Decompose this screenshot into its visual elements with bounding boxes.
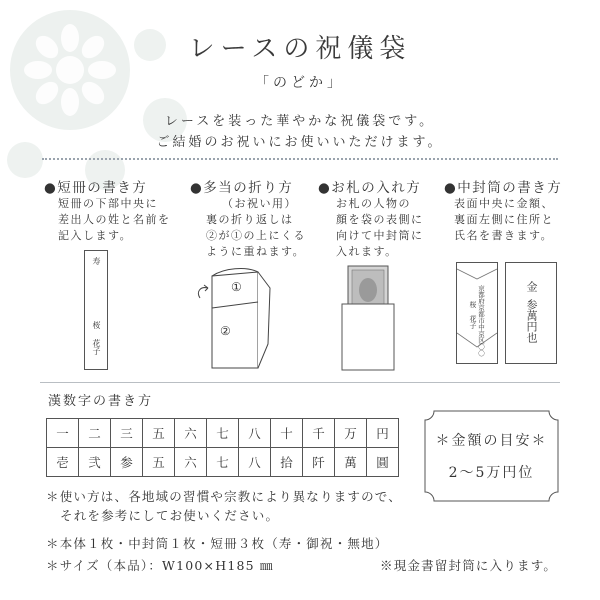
kansuji-cell: 七 [207, 419, 239, 448]
kansuji-cell: 千 [303, 419, 335, 448]
kansuji-cell: 七 [207, 448, 239, 477]
fold-illustration [190, 258, 280, 373]
note-contents: ＊本体１枚・中封筒１枚・短冊３枚（寿・御祝・無地） [46, 536, 389, 551]
kansuji-cell: 萬 [335, 448, 367, 477]
kansuji-cell: 八 [239, 419, 271, 448]
kansuji-cell: 三 [111, 419, 143, 448]
kansuji-cell: 円 [367, 419, 399, 448]
fold-label-1: ① [231, 280, 242, 294]
kansuji-cell: 八 [239, 448, 271, 477]
note-registered-mail: ※現金書留封筒に入ります。 [380, 558, 558, 573]
note-usage-1: ＊使い方は、各地域の習慣や宗教により異なりますので、 [46, 489, 402, 504]
inner-envelope-front [505, 262, 557, 364]
section-title-envelope: ●中封筒の書き方 [444, 180, 563, 196]
section-title-tanzaku: ●短冊の書き方 [44, 180, 148, 196]
amount-guide-frame [424, 410, 559, 502]
section-text-envelope: 表面中央に金額、 裏面左側に住所と 氏名を書きます。 [454, 197, 554, 242]
note-size: ＊サイズ（本品）：W100×H185 ㎜ [46, 558, 274, 573]
kansuji-cell: 十 [271, 419, 303, 448]
section-text-fold: 裏の折り返しは ②が①の上にくる ように重ねます。 [206, 213, 306, 258]
section-divider [40, 382, 560, 383]
tanzaku-illustration [84, 250, 108, 370]
kansuji-cell: 圓 [367, 448, 399, 477]
bill-insertion-illustration [338, 262, 408, 372]
inner-envelope-back [456, 262, 498, 364]
table-row [47, 448, 399, 477]
amount-guide-range: 2〜5万円位 [448, 465, 535, 481]
section-title-bill: ●お札の入れ方 [318, 180, 422, 196]
envelope-back-address: 京都府京都市中京区〇〇 [477, 285, 485, 357]
kansuji-cell: 参 [111, 448, 143, 477]
envelope-front-amount: 参萬円也 [525, 299, 538, 343]
note-usage-2: それを参考にしてお使いください。 [60, 508, 280, 523]
kansuji-cell: 壱 [47, 448, 79, 477]
description-line-2: ご結婚のお祝いにお使いいただけます。 [156, 135, 444, 150]
kansuji-cell: 五 [143, 448, 175, 477]
tanzaku-top-text: 寿 [92, 257, 101, 265]
kansuji-cell: 拾 [271, 448, 303, 477]
kansuji-cell: 一 [47, 419, 79, 448]
kansuji-cell: 六 [175, 448, 207, 477]
kansuji-title: 漢数字の書き方 [48, 394, 154, 409]
kansuji-table [46, 418, 399, 477]
table-row [47, 419, 399, 448]
page-title: レースの祝儀袋 [188, 34, 412, 64]
kansuji-cell: 阡 [303, 448, 335, 477]
tanzaku-name-surname: 桜 [92, 321, 101, 329]
description-line-1: レースを装った華やかな祝儀袋です。 [164, 114, 436, 129]
fold-label-2: ② [220, 324, 231, 338]
envelope-front-kin: 金 [525, 281, 538, 292]
section-text-bill: お札の人物の 顔を袋の表側に 向けて中封筒に 入れます。 [336, 197, 424, 258]
kansuji-cell: 万 [335, 419, 367, 448]
kansuji-cell: 二 [79, 419, 111, 448]
kansuji-cell: 六 [175, 419, 207, 448]
kansuji-cell: 弐 [79, 448, 111, 477]
section-title-fold: ●多当の折り方 [190, 180, 294, 196]
tanzaku-name-given: 花子 [92, 339, 101, 355]
amount-guide-title: ＊金額の目安＊ [435, 433, 548, 449]
section-text-tanzaku: 短冊の下部中央に 差出人の姓と名前を 記入します。 [58, 197, 171, 242]
section-subtitle-fold: （お祝い用） [222, 197, 297, 210]
envelope-back-name: 桜 花子 [469, 301, 477, 329]
kansuji-cell: 五 [143, 419, 175, 448]
subtitle: 「のどか」 [255, 75, 345, 91]
dotted-divider [42, 158, 558, 160]
